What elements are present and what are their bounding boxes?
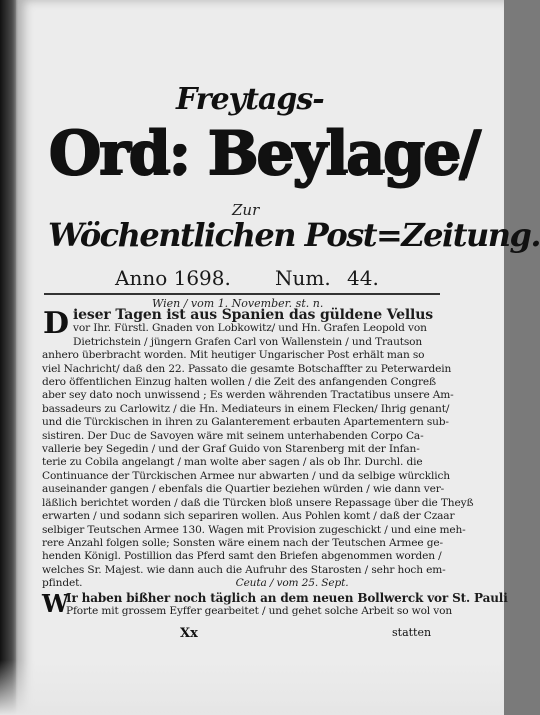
catchwords	[180, 626, 440, 644]
drop-cap: D	[42, 306, 69, 341]
text-line: aber sey dato noch unwissend ; Es werden währenden Tractatibus unsere Am-	[42, 389, 454, 402]
text-line: ieser Tagen ist aus Spanien das güldene Vellus	[73, 307, 433, 323]
text-line: terie zu Cobila angelangt / man wolte aber sagen / als ob Ihr. Durchl. die	[42, 456, 423, 469]
text-line	[42, 577, 444, 590]
text-line: Continuance der Türckischen Armee nur abwarten / und da selbige würcklich	[42, 469, 450, 482]
issue-number-label: Num.	[275, 266, 331, 290]
masthead-word-beylage: Beylage/	[206, 118, 479, 188]
catchword: statten	[392, 626, 432, 639]
text-line: vallerie bey Segedin / und der Graf Guido von Starenberg mit der Infan-	[42, 443, 420, 456]
text-line: Pforte mit grossem Eyffer gearbeitet / und gehet solche Arbeit so wol von	[66, 604, 452, 617]
text-line: Ir haben bißher noch täglich an dem neuen Bollwerck vor St. Pauli	[66, 590, 508, 605]
masthead-line-2	[48, 118, 479, 188]
masthead-zur: Zur	[232, 201, 260, 219]
header-rule	[44, 293, 440, 295]
text-line: viel Nachricht/ daß den 22. Passato die gesamte Botschaffter zu Peterwardein	[42, 362, 452, 375]
page-bottom	[0, 660, 504, 715]
text-line: henden Königl. Postillion das Pferd samt den Briefen abgenommen worden /	[42, 550, 442, 563]
text-line: auseinander gangen / ebenfals die Quartier beziehen würden / wie dann ver-	[42, 483, 445, 496]
masthead-word-ord: Ord:	[48, 118, 188, 188]
text-line: Dietrichstein / jüngern Grafen Carl von Wallenstein / und Trautson	[73, 335, 423, 348]
signature-mark: Xx	[180, 626, 198, 641]
masthead-line-1: Freytags-	[176, 82, 324, 117]
drop-cap: W	[42, 588, 69, 618]
text-line: läßlich berichtet worden / daß die Türcken bloß unsere Repassage über die Theyß	[42, 496, 474, 509]
text-line: vor Ihr. Fürstl. Gnaden von Lobkowitz/ und Hn. Grafen Leopold von	[73, 322, 427, 335]
text-line: anhero überbracht worden. Mit heutiger Ungarischer Post erhält man so	[42, 349, 425, 362]
binding-shadow	[0, 0, 18, 715]
dateline: Wien / vom 1. November. st. n.	[152, 297, 324, 310]
text-line: bassadeurs zu Carlowitz / die Hn. Mediateurs in einem Flecken/ Ihrig genant/	[42, 402, 450, 415]
masthead-line-3: Wöchentlichen Post=Zeitung.	[48, 216, 540, 254]
issue-year: Anno 1698.	[115, 266, 231, 290]
text-line: und die Türckischen in ihren zu Galanterement erbauten Apartementern sub-	[42, 416, 449, 429]
text-line: dero öffentlichen Einzug halten wollen / die Zeit des anfangenden Congreß	[42, 376, 436, 389]
sub-dateline: Ceuta / vom 25. Sept.	[235, 577, 349, 590]
text-line: selbiger Teutschen Armee 130. Wagen mit Provision zugeschickt / und eine meh-	[42, 523, 466, 536]
issue-number-value: 44.	[347, 266, 379, 290]
paragraph-ceuta	[42, 588, 508, 619]
article-body	[42, 306, 508, 618]
text-line: rere Anzahl folgen solle; Sonsten wäre einem nach der Teutschen Armee ge-	[42, 536, 443, 549]
paragraph-vienna	[42, 306, 474, 591]
text-line: sistiren. Der Duc de Savoyen wäre mit seinem unterhabenden Corpo Ca-	[42, 429, 424, 442]
issue-line	[115, 266, 415, 290]
text-line: welches Sr. Majest. wie dann auch die Aufruhr des Starosten / sehr hoch em-	[42, 563, 446, 576]
text-line-end: pfindet.	[42, 577, 83, 590]
text-line: erwarten / und sodann sich separiren wollen. Aus Pohlen komt / daß der Czaar	[42, 510, 455, 523]
